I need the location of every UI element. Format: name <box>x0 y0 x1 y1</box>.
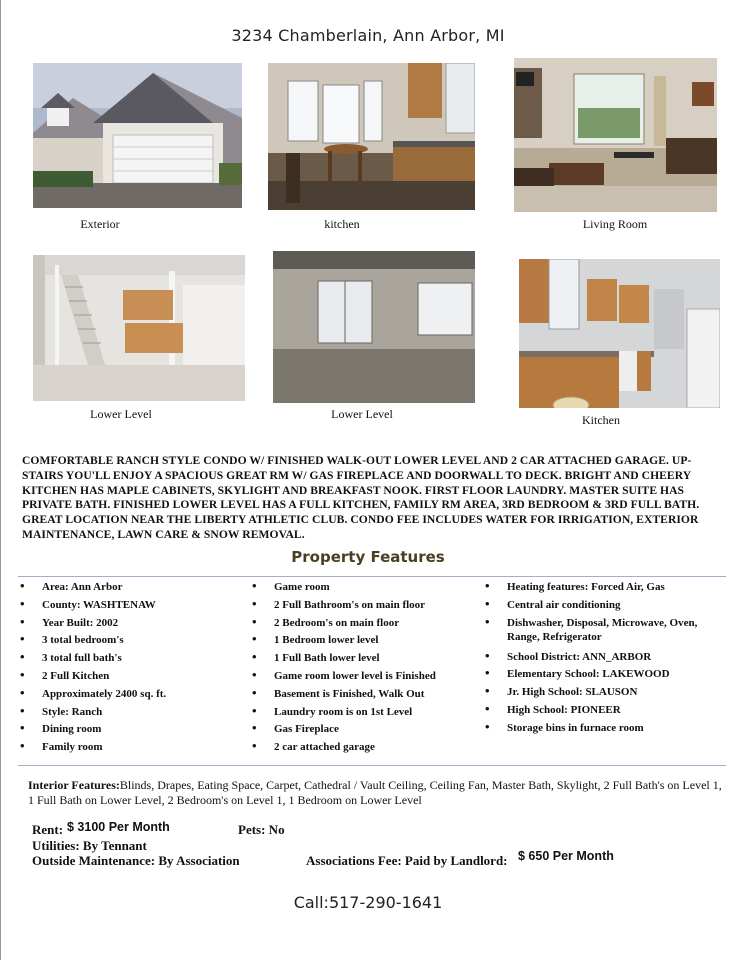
photo-caption: Living Room <box>582 217 648 231</box>
features-column-2 <box>252 580 482 758</box>
feature-item: • Elementary School: LAKEWOOD <box>485 667 715 685</box>
feature-item: • High School: PIONEER <box>485 703 715 721</box>
features-column-1 <box>20 580 240 758</box>
feature-item: • Dishwasher, Disposal, Microwave, Oven, Range, Refrigerator <box>485 616 715 650</box>
feature-item: • 1 Full Bath lower level <box>252 651 482 669</box>
feature-item: • Gas Fireplace <box>252 722 482 740</box>
rent-label: Rent: <box>32 822 64 837</box>
lower-level-photo <box>33 255 245 401</box>
feature-item: • 2 Bedroom's on main floor <box>252 616 482 634</box>
kitchen-photo <box>268 63 475 210</box>
property-features-heading: Property Features <box>291 548 445 566</box>
feature-item: • Game room lower level is Finished <box>252 669 482 687</box>
interior-features-label: Interior Features: <box>28 778 120 792</box>
exterior-photo <box>33 63 242 208</box>
feature-item: • 2 Full Bathroom's on main floor <box>252 598 482 616</box>
feature-item: • School District: ANN_ARBOR <box>485 650 715 668</box>
photo-caption: Lower Level <box>90 407 152 421</box>
feature-item: • Basement is Finished, Walk Out <box>252 687 482 705</box>
feature-item: • Style: Ranch <box>20 705 240 723</box>
listing-address-title: 3234 Chamberlain, Ann Arbor, MI <box>231 26 505 45</box>
feature-item: • 1 Bedroom lower level <box>252 633 482 651</box>
photo-caption: kitchen <box>324 217 360 231</box>
feature-item: • Area: Ann Arbor <box>20 580 240 598</box>
feature-item: • Dining room <box>20 722 240 740</box>
photo-caption: Lower Level <box>331 407 393 421</box>
photo-caption: Exterior <box>80 217 120 231</box>
pets-info: Pets: No <box>238 822 285 837</box>
living-room-photo <box>514 58 717 212</box>
feature-item: • Jr. High School: SLAUSON <box>485 685 715 703</box>
interior-features-text: Blinds, Drapes, Eating Space, Carpet, Cathedral / Vault Ceiling, Ceiling Fan, Master Bath, Skylight, 2 Full Bath's on Level 1, 1 Full Bath on Lower Level, 2 Bedroom's on Level 1, 1 Bedroom on Lower Level <box>28 778 722 807</box>
divider <box>18 576 726 577</box>
photo-caption: Kitchen <box>582 413 620 427</box>
feature-item: • Family room <box>20 740 240 758</box>
lower-level-room-photo <box>273 251 475 403</box>
feature-item: • Game room <box>252 580 482 598</box>
features-column-3 <box>485 580 715 739</box>
outside-maintenance-info: Outside Maintenance: By Association <box>32 853 240 868</box>
association-fee-label: Associations Fee: Paid by Landlord: <box>306 853 508 868</box>
feature-item: • 3 total full bath's <box>20 651 240 669</box>
feature-item: • County: WASHTENAW <box>20 598 240 616</box>
feature-item: • 2 car attached garage <box>252 740 482 758</box>
property-description: COMFORTABLE RANCH STYLE CONDO W/ FINISHED WALK-OUT LOWER LEVEL AND 2 CAR ATTACHED GARAGE. UP-STAIRS YOU'LL ENJOY A SPACIOUS GREAT RM W/ GAS FIREPLACE AND DOORWALL TO DECK. BRIGHT AND CHEERY KITCHEN HAS MAPLE CABINETS, SKYLIGHT AND BREAKFAST NOOK. FIRST FLOOR LAUNDRY. MASTER SUITE HAS PRIVATE BATH. FINISHED LOWER LEVEL HAS A FULL KITCHEN, FAMILY RM AREA, 3RD BEDROOM & 3RD FULL BATH. GREAT LOCATION NEAR THE LIBERTY ATHLETIC CLUB. CONDO FEE INCLUDES WATER FOR IRRIGATION, EXTERIOR MAINTENANCE, LAWN CARE & SNOW REMOVAL. <box>22 454 700 541</box>
association-fee-value: $ 650 Per Month <box>518 849 614 863</box>
feature-item: • Approximately 2400 sq. ft. <box>20 687 240 705</box>
feature-item: • Storage bins in furnace room <box>485 721 715 739</box>
page-border <box>0 0 1 960</box>
feature-item: • Heating features: Forced Air, Gas <box>485 580 715 598</box>
feature-item: • 2 Full Kitchen <box>20 669 240 687</box>
interior-features <box>28 778 728 808</box>
feature-item: • Central air conditioning <box>485 598 715 616</box>
feature-item: • Laundry room is on 1st Level <box>252 705 482 723</box>
rent-value: $ 3100 Per Month <box>67 820 170 834</box>
feature-item: • Year Built: 2002 <box>20 616 240 634</box>
divider <box>18 765 726 766</box>
utilities-info: Utilities: By Tennant <box>32 838 147 853</box>
contact-phone: Call:517-290-1641 <box>293 893 443 912</box>
kitchen-photo-2 <box>519 259 720 408</box>
feature-item: • 3 total bedroom's <box>20 633 240 651</box>
